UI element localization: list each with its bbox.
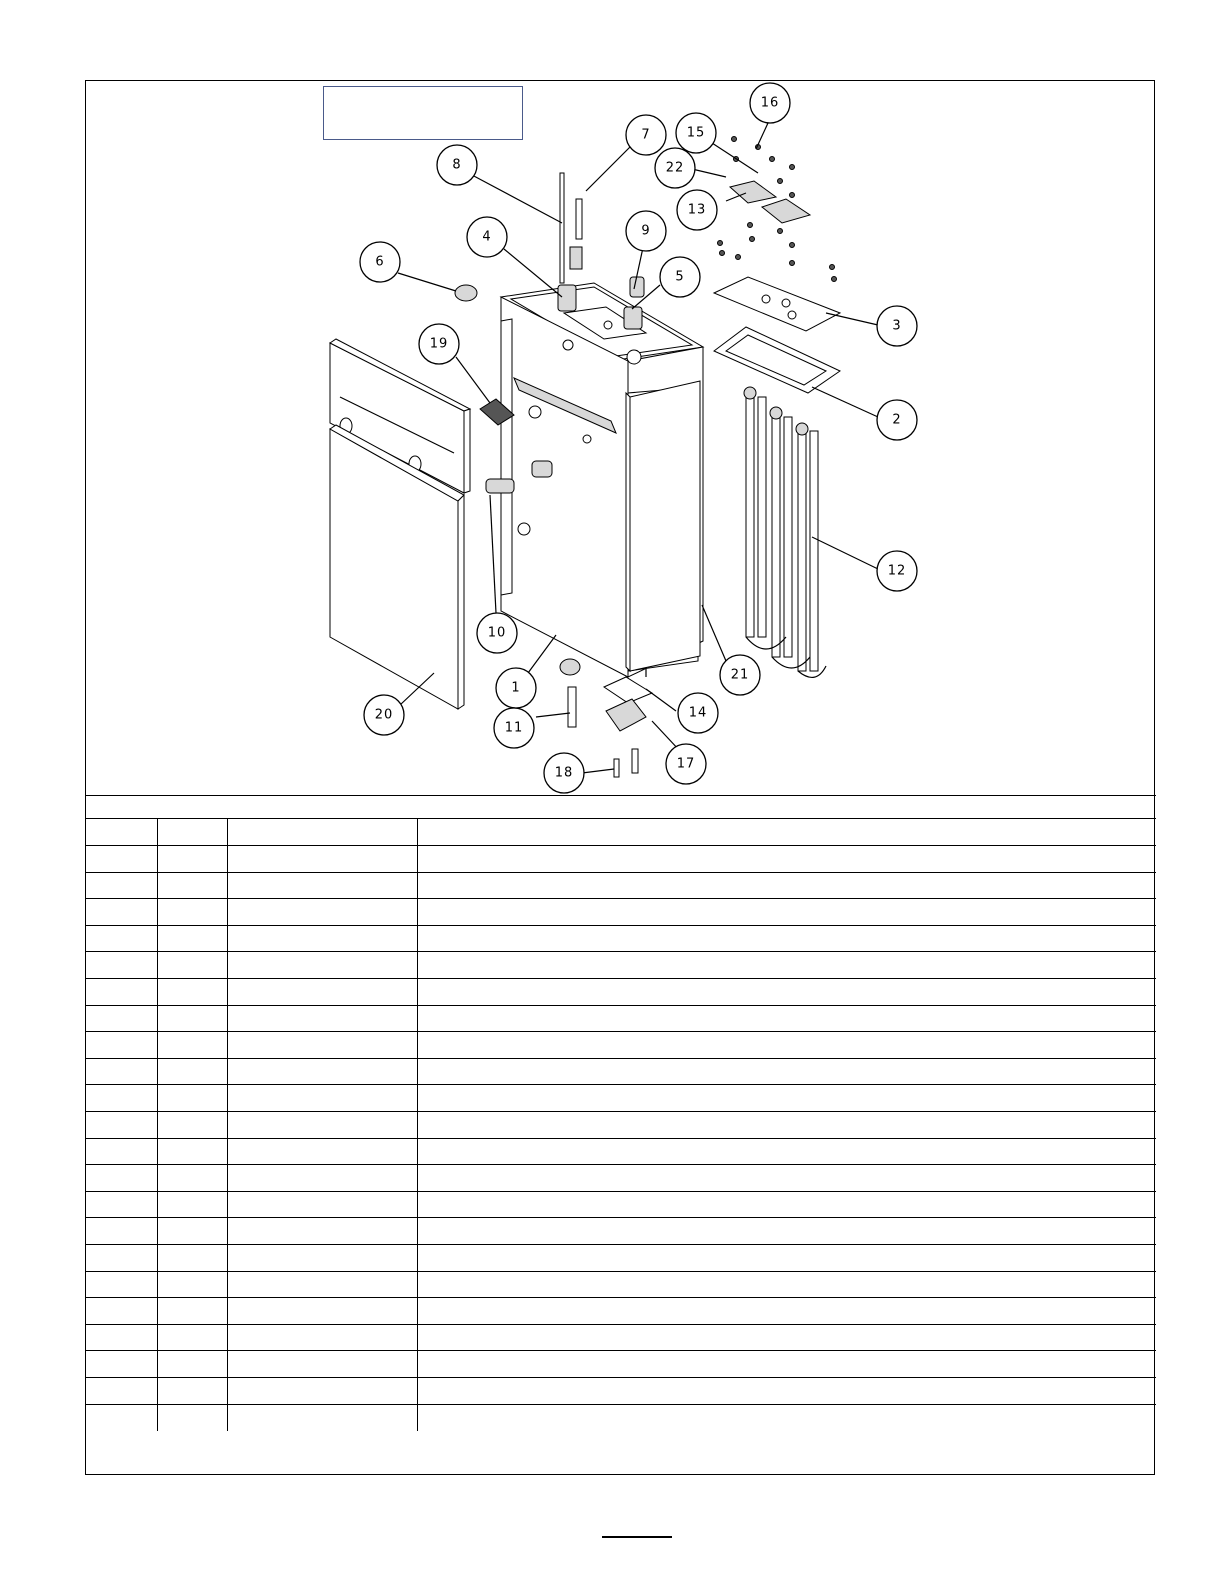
table-cell — [157, 1245, 227, 1272]
table-cell — [157, 1085, 227, 1112]
svg-text:4: 4 — [482, 229, 492, 245]
table-cell — [417, 1245, 1156, 1272]
callout-10 — [477, 613, 517, 653]
table-cell — [157, 1165, 227, 1192]
callout-16 — [750, 83, 790, 123]
table-cell — [86, 819, 157, 846]
callout-19 — [419, 324, 459, 364]
gasket — [714, 327, 840, 393]
table-row — [86, 899, 1156, 926]
callout-21 — [720, 655, 760, 695]
svg-text:20: 20 — [374, 707, 394, 723]
callout-5 — [660, 257, 700, 297]
callout-7 — [626, 115, 666, 155]
table-cell — [227, 819, 417, 846]
table-cell — [417, 1377, 1156, 1404]
page-number-rule — [602, 1536, 672, 1538]
table-cell — [227, 1005, 417, 1032]
table-cell — [86, 899, 157, 926]
svg-text:2: 2 — [892, 412, 902, 428]
table-cell — [227, 1298, 417, 1325]
title-box — [323, 86, 523, 140]
table-cell — [417, 899, 1156, 926]
table-cell — [157, 1218, 227, 1245]
table-cell — [86, 1005, 157, 1032]
table-row — [86, 1377, 1156, 1404]
table-cell — [86, 1298, 157, 1325]
table-row — [86, 1218, 1156, 1245]
table-cell — [86, 846, 157, 873]
table-cell — [417, 872, 1156, 899]
table-row — [86, 1085, 1156, 1112]
table-cell — [157, 899, 227, 926]
table-cell — [417, 1271, 1156, 1298]
table-cell — [417, 1324, 1156, 1351]
table-cell — [227, 1218, 417, 1245]
table-cell — [227, 1191, 417, 1218]
table-row — [86, 1112, 1156, 1139]
side-panel — [626, 381, 700, 671]
callout-2 — [877, 400, 917, 440]
table-cell — [86, 1404, 157, 1431]
table-row — [86, 1351, 1156, 1378]
left-strip — [501, 319, 512, 595]
callout-3 — [877, 306, 917, 346]
table-row — [86, 1165, 1156, 1192]
table-cell — [86, 925, 157, 952]
probes — [560, 173, 582, 283]
svg-text:3: 3 — [892, 318, 902, 334]
table-cell — [157, 1058, 227, 1085]
svg-text:9: 9 — [641, 223, 651, 239]
table-row — [86, 952, 1156, 979]
svg-text:16: 16 — [760, 95, 780, 111]
table-cell — [227, 1271, 417, 1298]
table-cell — [157, 1032, 227, 1059]
callout-22 — [655, 148, 695, 188]
table-row — [86, 1271, 1156, 1298]
table-cell — [157, 1271, 227, 1298]
table-cell — [86, 1218, 157, 1245]
table-cell — [157, 872, 227, 899]
table-cell — [157, 979, 227, 1006]
table-row — [86, 1404, 1156, 1431]
table-cell — [157, 1112, 227, 1139]
table-row — [86, 1245, 1156, 1272]
table-cell — [227, 925, 417, 952]
table-cell — [227, 1404, 417, 1431]
table-cell — [157, 846, 227, 873]
svg-text:15: 15 — [686, 125, 706, 141]
table-cell — [157, 819, 227, 846]
svg-text:22: 22 — [665, 160, 685, 176]
table-cell — [417, 1112, 1156, 1139]
table-cell — [86, 1165, 157, 1192]
svg-text:7: 7 — [641, 127, 651, 143]
parts-sheet-frame — [85, 80, 1155, 1475]
table-cell — [86, 1032, 157, 1059]
svg-text:17: 17 — [676, 756, 696, 772]
callout-9 — [626, 211, 666, 251]
table-cell — [417, 1404, 1156, 1431]
table-cell — [417, 1085, 1156, 1112]
table-cell — [417, 1218, 1156, 1245]
table-row — [86, 1032, 1156, 1059]
svg-text:11: 11 — [504, 720, 524, 736]
svg-text:13: 13 — [687, 202, 707, 218]
svg-text:18: 18 — [554, 765, 574, 781]
svg-text:6: 6 — [375, 254, 385, 270]
table-cell — [417, 1351, 1156, 1378]
table-cell — [157, 1191, 227, 1218]
front-panel — [330, 336, 470, 709]
table-cell — [227, 1165, 417, 1192]
callout-12 — [877, 551, 917, 591]
table-row — [86, 1298, 1156, 1325]
table-cell — [86, 979, 157, 1006]
heating-elements — [744, 387, 826, 677]
table-cell — [417, 1032, 1156, 1059]
table-cell — [227, 1138, 417, 1165]
callout-14 — [678, 693, 718, 733]
table-cell — [86, 1138, 157, 1165]
callout-11 — [494, 708, 534, 748]
svg-text:8: 8 — [452, 157, 462, 173]
table-cell — [157, 925, 227, 952]
table-row — [86, 979, 1156, 1006]
table-row — [86, 1191, 1156, 1218]
svg-text:5: 5 — [675, 269, 685, 285]
table-cell — [227, 872, 417, 899]
table-row — [86, 925, 1156, 952]
table-row — [86, 872, 1156, 899]
callout-18 — [544, 753, 584, 793]
table-cell — [417, 1138, 1156, 1165]
callout-13 — [677, 190, 717, 230]
table-row — [86, 1005, 1156, 1032]
table-cell — [227, 1377, 417, 1404]
callout-1 — [496, 668, 536, 708]
table-cell — [417, 1165, 1156, 1192]
thermostats — [730, 181, 810, 223]
table-cell — [157, 1298, 227, 1325]
table-cell — [227, 1032, 417, 1059]
parts-list-table — [86, 819, 1156, 1431]
table-cell — [417, 1191, 1156, 1218]
parts-list-header-bar — [86, 795, 1156, 819]
table-cell — [157, 1351, 227, 1378]
table-cell — [227, 1112, 417, 1139]
table-cell — [417, 952, 1156, 979]
table-cell — [157, 952, 227, 979]
exploded-view-svg — [86, 81, 1156, 795]
callout-15 — [676, 113, 716, 153]
parts-list-body — [86, 819, 1156, 1431]
table-cell — [417, 1005, 1156, 1032]
table-cell — [227, 1085, 417, 1112]
exploded-view-drawing — [86, 81, 1156, 795]
table-cell — [227, 952, 417, 979]
table-cell — [86, 1271, 157, 1298]
table-cell — [86, 1058, 157, 1085]
table-row — [86, 1324, 1156, 1351]
table-row — [86, 846, 1156, 873]
svg-text:14: 14 — [688, 705, 708, 721]
callout-4 — [467, 217, 507, 257]
svg-text:1: 1 — [511, 680, 521, 696]
table-cell — [227, 846, 417, 873]
cover-plate — [714, 277, 840, 331]
table-cell — [417, 979, 1156, 1006]
table-cell — [227, 899, 417, 926]
table-cell — [86, 872, 157, 899]
table-row — [86, 819, 1156, 846]
callout-20 — [364, 695, 404, 735]
table-cell — [157, 1138, 227, 1165]
callout-8 — [437, 145, 477, 185]
table-cell — [86, 1245, 157, 1272]
table-cell — [157, 1377, 227, 1404]
svg-text:21: 21 — [730, 667, 750, 683]
table-cell — [417, 846, 1156, 873]
svg-text:10: 10 — [487, 625, 507, 641]
table-cell — [417, 1298, 1156, 1325]
table-cell — [157, 1404, 227, 1431]
callout-17 — [666, 744, 706, 784]
table-cell — [227, 1245, 417, 1272]
table-cell — [227, 979, 417, 1006]
svg-text:19: 19 — [429, 336, 449, 352]
table-cell — [86, 1191, 157, 1218]
table-cell — [227, 1324, 417, 1351]
table-cell — [86, 1351, 157, 1378]
table-cell — [157, 1005, 227, 1032]
table-cell — [86, 1377, 157, 1404]
table-cell — [86, 952, 157, 979]
table-cell — [417, 1058, 1156, 1085]
callout-6 — [360, 242, 400, 282]
table-row — [86, 1058, 1156, 1085]
table-cell — [227, 1058, 417, 1085]
table-row — [86, 1138, 1156, 1165]
table-cell — [86, 1085, 157, 1112]
table-cell — [417, 819, 1156, 846]
table-cell — [417, 925, 1156, 952]
svg-text:12: 12 — [887, 563, 907, 579]
table-cell — [86, 1324, 157, 1351]
table-cell — [157, 1324, 227, 1351]
table-cell — [227, 1351, 417, 1378]
table-cell — [86, 1112, 157, 1139]
